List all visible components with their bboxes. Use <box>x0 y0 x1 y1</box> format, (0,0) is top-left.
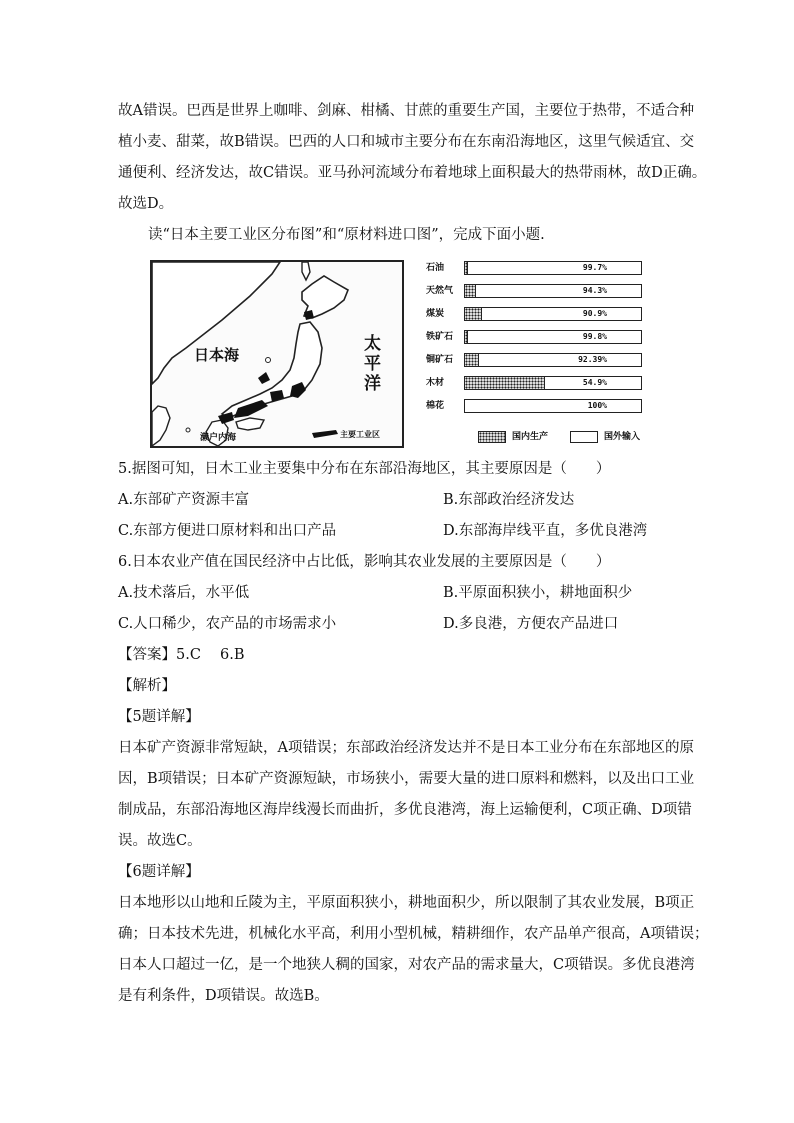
bar-category-label: 棉花 <box>426 401 445 411</box>
q6-detail-title: 【6题详解】 <box>118 864 200 880</box>
text-line: 确；日本技术先进，机械化水平高，利用小型机械，精耕细作，农产品单产很高，A项错误； <box>118 926 709 942</box>
industrial-zone-legend-symbol <box>312 430 338 438</box>
bar-frame <box>464 307 642 321</box>
bar-domestic-segment <box>465 308 482 320</box>
bar-import-segment <box>466 331 641 343</box>
text-line: 日本矿产资源非常短缺，A项错误；东部政治经济发达并不是日本工业分布在东部地区的原 <box>118 740 694 756</box>
bar-category-label: 木材 <box>426 378 445 388</box>
bar-row <box>426 306 686 322</box>
bar-import-segment <box>479 354 641 366</box>
question-5 <box>118 454 696 547</box>
sea-of-japan-label: 日本海 <box>194 346 240 364</box>
bar-category-label: 煤炭 <box>426 309 445 319</box>
option-b: B.平原面积狭小，耕地面积少 <box>443 585 633 601</box>
bar-category-label: 铜矿石 <box>426 355 454 365</box>
bar-value-label: 99.7% <box>582 263 607 272</box>
bar-row <box>426 352 686 368</box>
bar-category-label: 铁矿石 <box>426 332 454 342</box>
bar-value-label: 54.9% <box>582 378 607 387</box>
bar-import-segment <box>476 285 641 297</box>
legend-domestic-swatch <box>478 431 506 443</box>
bar-value-label: 99.8% <box>582 332 607 341</box>
text-line: 日本人口超过一亿，是一个地狭人稠的国家，对农产品的需求量大，C项错误。多优良港湾 <box>118 957 695 973</box>
text-line: 故选D。 <box>118 196 174 212</box>
document-page <box>118 96 709 1012</box>
bar-domestic-segment <box>465 285 476 297</box>
japan-industrial-map <box>150 260 404 448</box>
question-stem: 6.日本农业产值在国民经济中占比低，影响其农业发展的主要原因是（ ） <box>118 554 611 570</box>
option-row <box>118 578 696 609</box>
bar-frame <box>464 353 642 367</box>
option-row <box>118 485 696 516</box>
question-prompt: 读“日本主要工业区分布图”和“原材料进口图”，完成下面小题. <box>148 227 545 243</box>
bar-row <box>426 375 686 391</box>
bar-value-label: 92.39% <box>578 355 607 364</box>
bar-frame <box>464 399 642 413</box>
bar-value-label: 90.9% <box>582 309 607 318</box>
text-line: 通便利、经济发达，故C错误。亚马孙河流域分布着地球上面积最大的热带雨林，故D正确。 <box>118 165 707 181</box>
option-c: C.人口稀少，农产品的市场需求小 <box>118 616 337 632</box>
bar-row <box>426 260 686 276</box>
text-line: 日本地形以山地和丘陵为主，平原面积狭小，耕地面积少，所以限制了其农业发展，B项正 <box>118 895 695 911</box>
seto-inland-sea-label: 濑户内海 <box>200 433 237 443</box>
figures <box>118 254 696 450</box>
bar-row <box>426 283 686 299</box>
bar-frame <box>464 261 642 275</box>
option-b: B.东部政治经济发达 <box>443 492 575 508</box>
analysis-title: 【解析】 <box>118 678 176 694</box>
hokuriku-industrial-zone <box>258 372 270 384</box>
bar-row <box>426 398 686 414</box>
bar-domestic-segment <box>465 354 479 366</box>
q5-detail-title: 【5题详解】 <box>118 709 200 725</box>
text-line: 因，B项错误；日本矿产资源短缺，市场狭小，需要大量的进口原料和燃料，以及出口工业 <box>118 771 695 787</box>
option-a: A.东部矿产资源丰富 <box>118 492 250 508</box>
bar-import-segment <box>466 400 641 412</box>
option-d: D.东部海岸线平直，多优良港湾 <box>443 523 648 539</box>
q5-detail-paragraph <box>118 733 696 857</box>
bar-category-label: 天然气 <box>426 286 454 296</box>
chukyo-industrial-zone <box>270 390 284 402</box>
map-legend-label: 主要工业区 <box>340 429 380 439</box>
bar-category-label: 石油 <box>426 263 445 273</box>
question-6 <box>118 547 696 640</box>
bar-domestic-segment <box>465 377 545 389</box>
pacific-ocean-label: 太平洋 <box>364 334 381 394</box>
answer-line: 【答案】5.C 6.B <box>118 647 245 663</box>
text-line: 误。故选C。 <box>118 833 202 849</box>
bar-frame <box>464 284 642 298</box>
legend-import-swatch <box>570 431 598 443</box>
legend-import-label: 国外输入 <box>604 432 641 442</box>
legend-domestic-label: 国内生产 <box>512 432 549 442</box>
option-a: A.技术落后，水平低 <box>118 585 250 601</box>
bar-value-label: 100% <box>587 401 607 410</box>
bar-frame <box>464 376 642 390</box>
text-line: 故A错误。巴西是世界上咖啡、剑麻、柑橘、甘蔗的重要生产国，主要位于热带，不适合种 <box>118 103 694 119</box>
bar-import-segment <box>482 308 641 320</box>
option-row <box>118 516 696 547</box>
option-row <box>118 609 696 640</box>
q6-detail-paragraph <box>118 888 709 1012</box>
text-line: 是有利条件，D项错误。故选B。 <box>118 988 329 1004</box>
text-line: 植小麦、甜菜，故B错误。巴西的人口和城市主要分布在东南沿海地区，这里气候适宜、交 <box>118 134 695 150</box>
chart-legend <box>478 428 688 446</box>
raw-material-import-chart <box>426 260 686 446</box>
bar-frame <box>464 330 642 344</box>
option-d: D.多良港，方便农产品进口 <box>443 616 619 632</box>
intro-paragraph <box>118 96 707 220</box>
question-stem: 5.据图可知，日木工业主要集中分布在东部沿海地区，其主要原因是（ ） <box>118 461 611 477</box>
bar-row <box>426 329 686 345</box>
bar-value-label: 94.3% <box>582 286 607 295</box>
text-line: 制成品，东部沿海地区海岸线漫长而曲折，多优良港湾，海上运输便利，C项正确、D项错 <box>118 802 692 818</box>
bar-import-segment <box>467 262 641 274</box>
option-c: C.东部方便进口原材料和出口产品 <box>118 523 337 539</box>
